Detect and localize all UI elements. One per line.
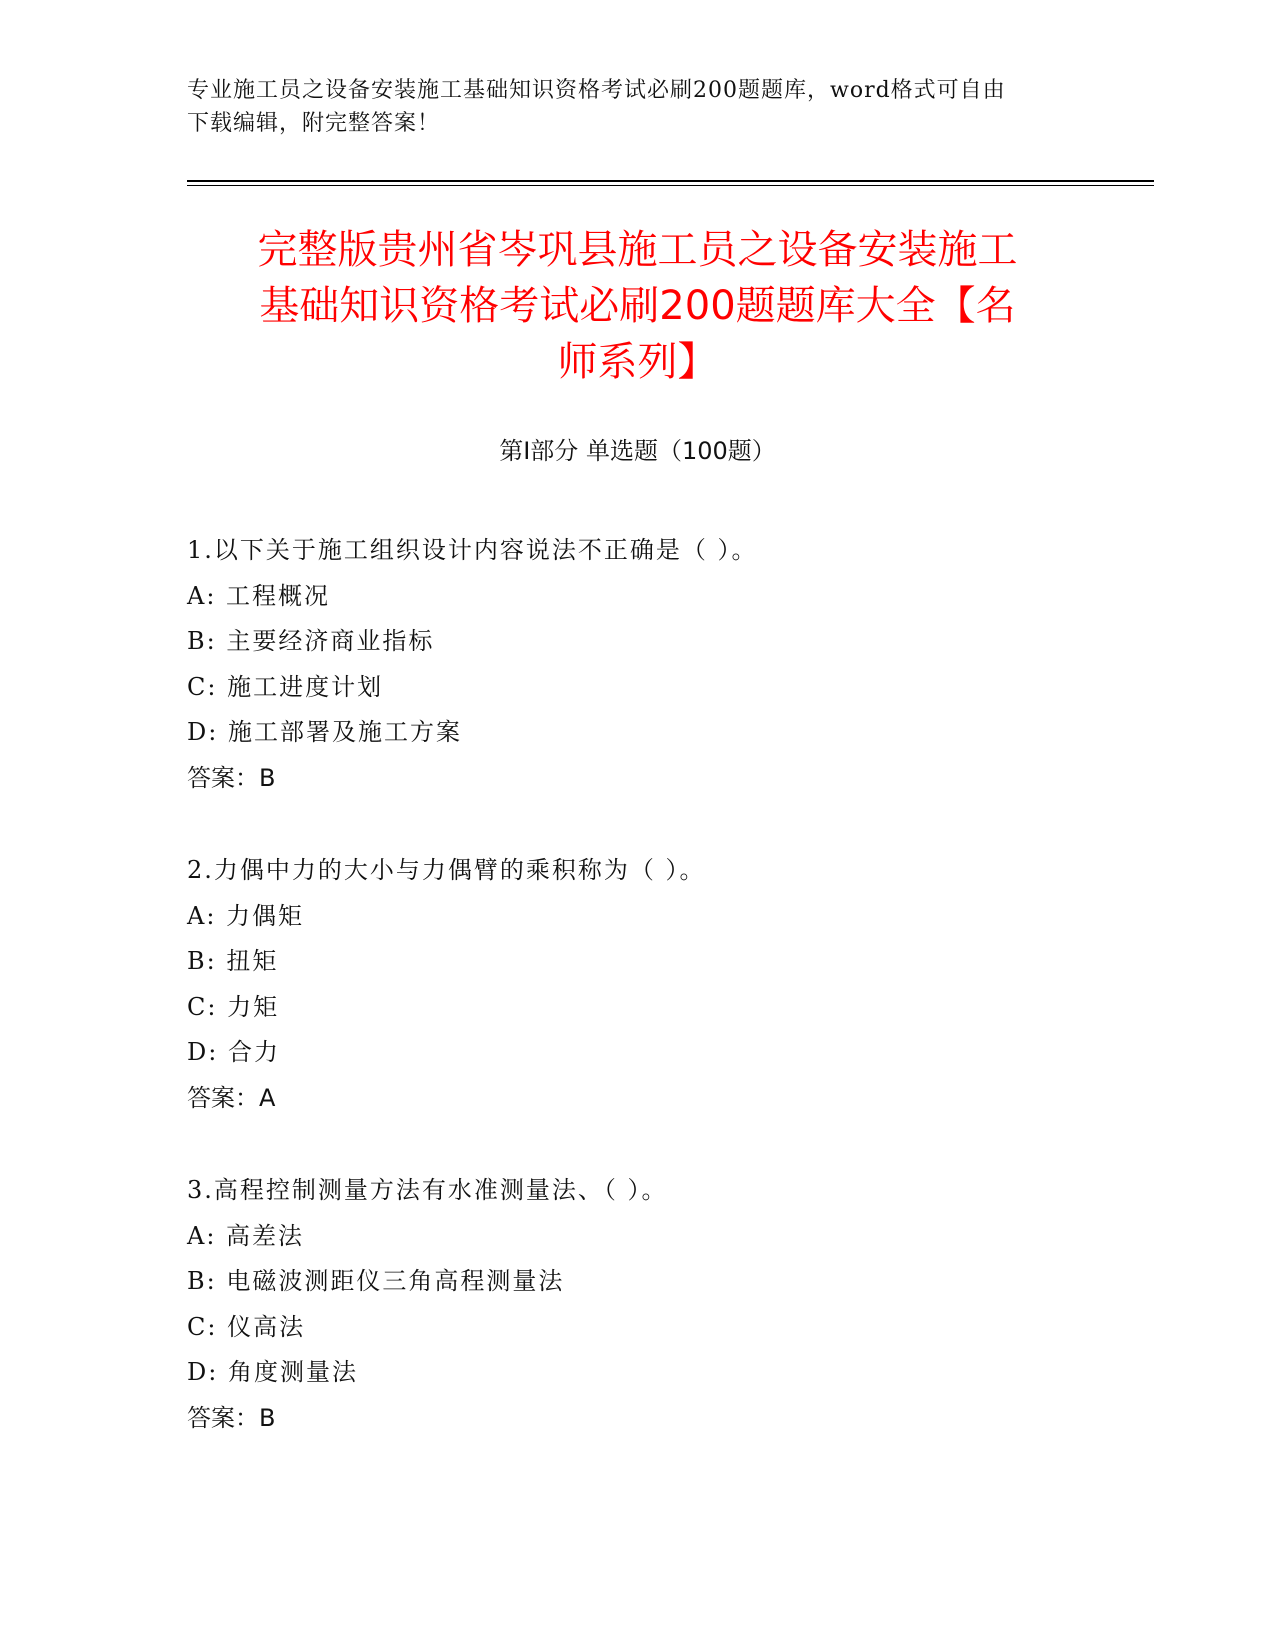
answer: 答案：B (187, 1403, 276, 1432)
answer: 答案：B (187, 763, 276, 792)
section-title: 第Ⅰ部分 单选题（100题） (499, 437, 776, 465)
question-1 (187, 528, 1147, 848)
answer: 答案：A (187, 1083, 276, 1112)
question-stem: 1.以下关于施工组织设计内容说法不正确是（ ）。 (187, 536, 758, 564)
option-c: C: 力矩 (187, 992, 280, 1021)
question-stem: 2.力偶中力的大小与力偶臂的乘积称为（ ）。 (187, 856, 706, 884)
header-note-line-2: 下载编辑，附完整答案！ (187, 111, 441, 136)
header-note-line-1: 专业施工员之设备安装施工基础知识资格考试必刷200题题库，word格式可自由 (187, 78, 1006, 103)
header-rule-thick (187, 180, 1154, 182)
header-note (187, 74, 1087, 140)
question-2 (187, 848, 1147, 1168)
question-stem: 3.高程控制测量方法有水准测量法、（ ）。 (187, 1176, 668, 1204)
option-b: B: 电磁波测距仪三角高程测量法 (187, 1267, 565, 1295)
question-3 (187, 1168, 1147, 1488)
document-title-line-1: 完整版贵州省岑巩县施工员之设备安装施工 (257, 227, 1018, 273)
option-c: C: 施工进度计划 (187, 672, 384, 701)
option-d: D: 角度测量法 (187, 1358, 358, 1386)
document-title-line-2: 基础知识资格考试必刷200题题库大全【名 (259, 283, 1016, 329)
option-a: A: 力偶矩 (187, 901, 305, 930)
document-title (150, 222, 1125, 390)
option-a: A: 高差法 (187, 1221, 305, 1250)
header-rule-thin (187, 185, 1154, 186)
option-c: C: 仪高法 (187, 1312, 306, 1341)
option-b: B: 扭矩 (187, 947, 279, 975)
document-title-line-3: 师系列】 (557, 339, 718, 385)
option-d: D: 施工部署及施工方案 (187, 718, 462, 746)
question-list (187, 528, 1147, 1488)
option-a: A: 工程概况 (187, 581, 331, 610)
option-d: D: 合力 (187, 1038, 280, 1066)
option-b: B: 主要经济商业指标 (187, 627, 435, 655)
